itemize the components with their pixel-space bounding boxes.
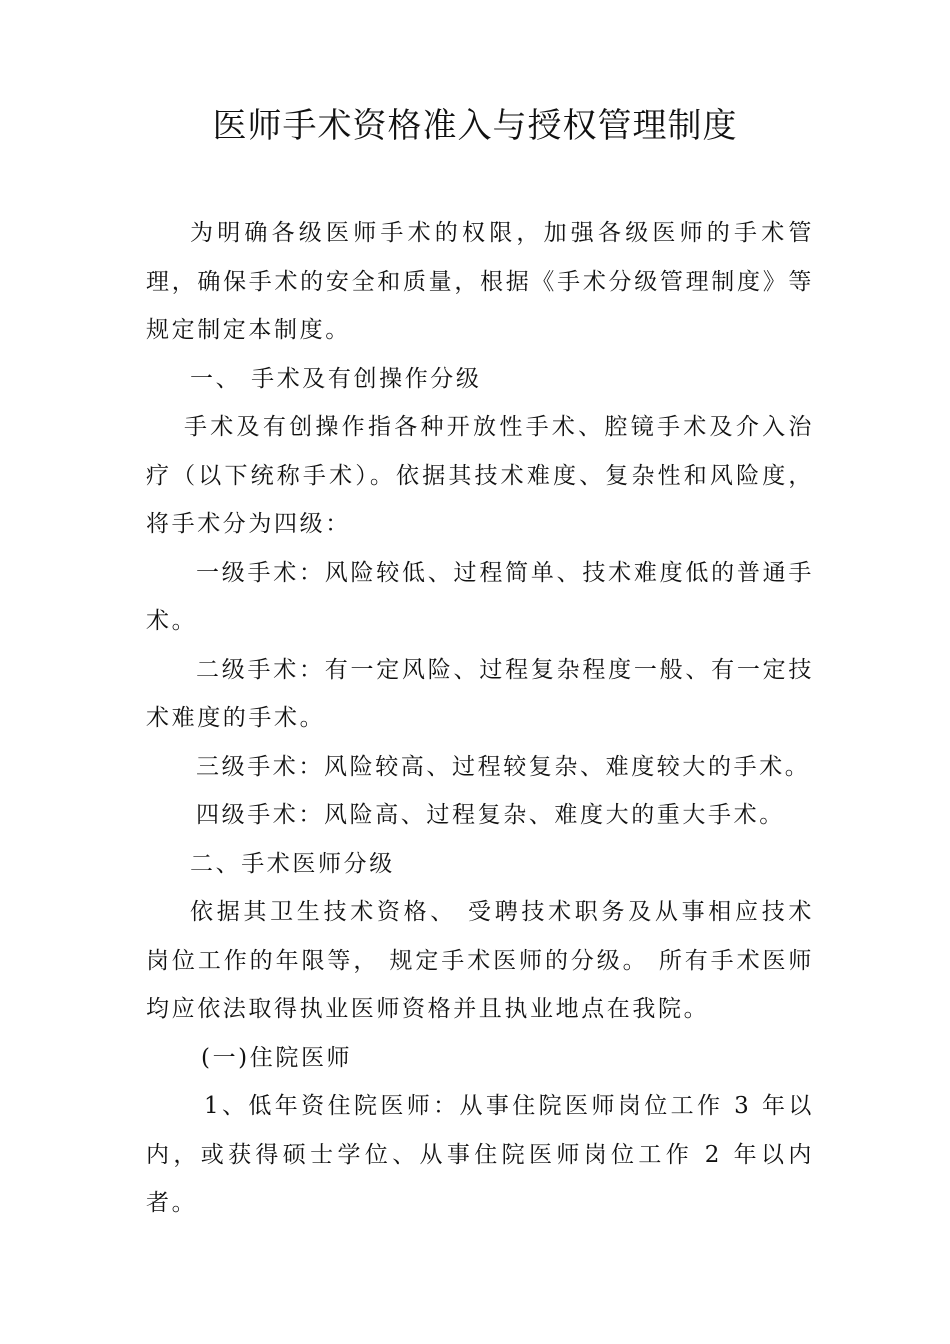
- paragraph-level-4: 四级手术：风险高、过程复杂、难度大的重大手术。: [196, 802, 785, 828]
- section-heading-2: 二、手术医师分级: [190, 850, 395, 877]
- paragraph-level-1: 一级手术：风险较低、过程简单、技术难度低的普通手术。: [146, 559, 814, 634]
- paragraph-physician-grading: 依据其卫生技术资格、 受聘技术职务及从事相应技术岗位工作的年限等， 规定手术医师的分级。 所有手术医师均应依法取得执业医师资格并且执业地点在我院。: [146, 899, 814, 1022]
- paragraph-surgery-definition: 手术及有创操作指各种开放性手术、腔镜手术及介入治疗（以下统称手术）。依据其技术难度、复杂性和风险度，将手术分为四级：: [146, 414, 814, 537]
- document-title: 医师手术资格准入与授权管理制度: [212, 106, 738, 146]
- document-body: [146, 209, 814, 1228]
- paragraph-level-2: 二级手术：有一定风险、过程复杂程度一般、有一定技术难度的手术。: [146, 656, 814, 731]
- subsection-heading-resident: (一)住院医师: [201, 1044, 353, 1071]
- section-heading-1: 一、 手术及有创操作分级: [190, 365, 482, 392]
- paragraph-intro: 为明确各级医师手术的权限，加强各级医师的手术管理，确保手术的安全和质量，根据《手术分级管理制度》等规定制定本制度。: [146, 220, 814, 343]
- paragraph-level-3: 三级手术：风险较高、过程较复杂、难度较大的手术。: [196, 753, 811, 780]
- paragraph-junior-resident: 1、低年资住院医师：从事住院医师岗位工作 3 年以内，或获得硕士学位、从事住院医师岗位工作 2 年以内者。: [146, 1093, 814, 1216]
